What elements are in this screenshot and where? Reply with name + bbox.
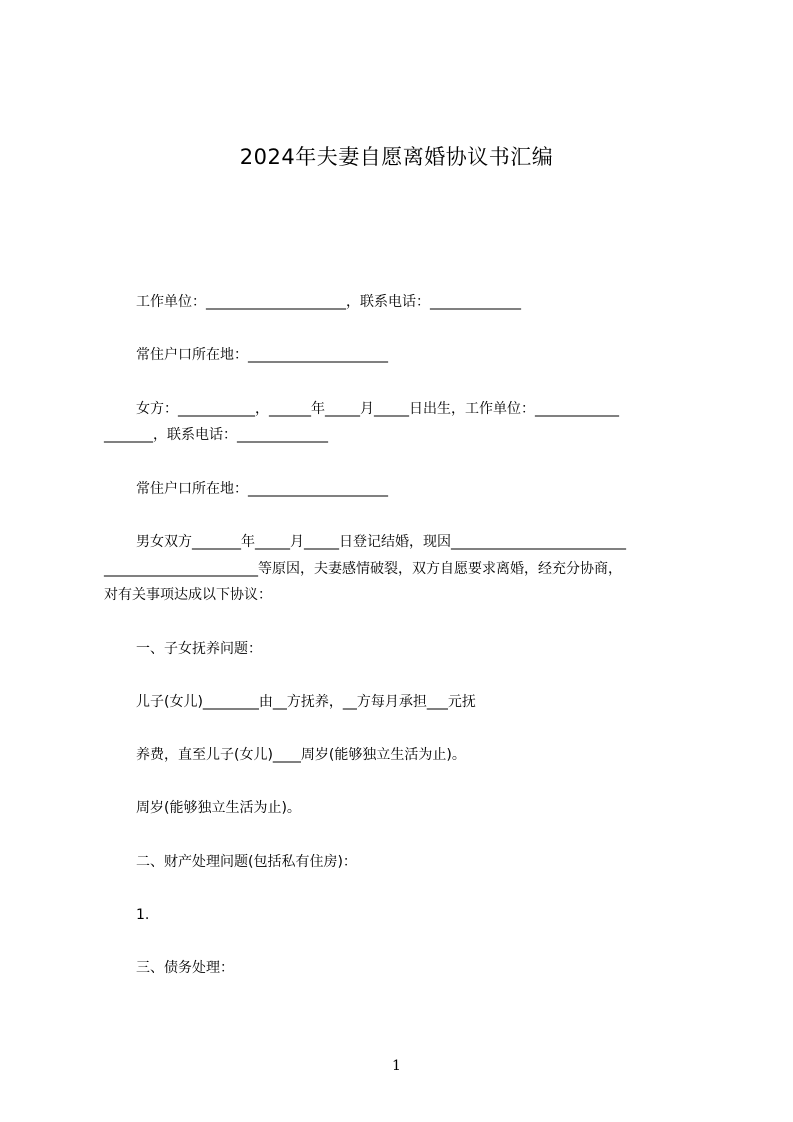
- section-heading-children: 一、子女抚养问题：: [136, 641, 262, 657]
- marriage-line: 男女双方_______年_____月_____日登记结婚，现因_________________________: [136, 534, 626, 550]
- work-unit-line: 工作单位：____________________，联系电话：_____________: [136, 294, 521, 310]
- residence-line: 常住户口所在地：____________________: [136, 347, 388, 363]
- wife-info-line: 女方：___________，______年_____月_____日出生，工作单位：____________: [136, 401, 619, 417]
- marriage-line-continued: ______________________等原因，夫妻感情破裂，双方自愿要求离婚，经充分协商，: [104, 561, 622, 577]
- property-item-1: 1.: [136, 907, 150, 923]
- wife-residence-line: 常住户口所在地：____________________: [136, 481, 388, 497]
- section-heading-debts: 三、债务处理：: [136, 960, 234, 976]
- agreement-intro-line: 对有关事项达成以下协议：: [104, 587, 272, 603]
- wife-info-line-continued: _______，联系电话：_____________: [104, 427, 328, 443]
- page-number: 1: [392, 1058, 401, 1074]
- support-age-line: 周岁(能够独立生活为止)。: [136, 800, 301, 816]
- section-heading-property: 二、财产处理问题(包括私有住房)：: [136, 854, 357, 870]
- support-line: 养费，直至儿子(女儿)____周岁(能够独立生活为止)。: [136, 747, 466, 763]
- custody-line: 儿子(女儿)________由__方抚养，__方每月承担___元抚: [136, 694, 476, 710]
- page-title: 2024年夫妻自愿离婚协议书汇编: [239, 145, 554, 169]
